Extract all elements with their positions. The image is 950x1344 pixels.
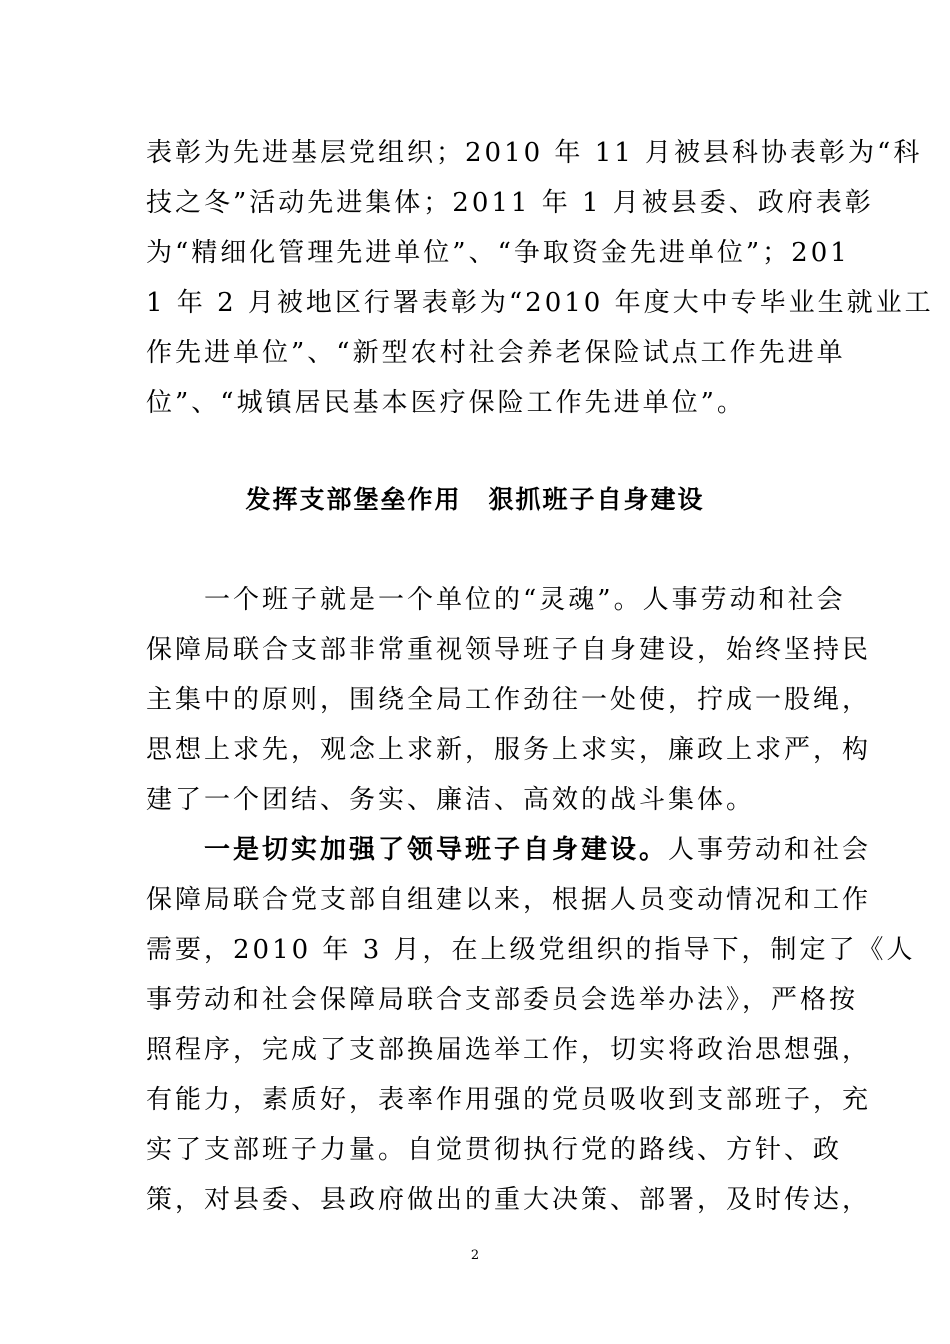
text-line: 作先进单位”、“新型农村社会养老保险试点工作先进单 [146,338,846,368]
text-run: 人事劳动和社会 [668,835,872,865]
text-line: 保障局联合党支部自组建以来，根据人员变动情况和工作 [146,885,872,915]
text-line: 策，对县委、县政府做出的重大决策、部署，及时传达， [146,1185,872,1215]
text-line: 有能力，素质好，表率作用强的党员吸收到支部班子，充 [146,1085,872,1115]
text-line: 事劳动和社会保障局联合支部委员会选举办法》，严格按 [146,985,859,1015]
text-line: 主集中的原则，围绕全局工作劲往一处使，拧成一股绳， [146,685,872,715]
text-line: 照程序，完成了支部换届选举工作，切实将政治思想强， [146,1035,872,1065]
text-line: 为“精细化管理先进单位”、“争取资金先进单位”；201 [146,238,850,268]
text-line: 一个班子就是一个单位的“灵魂”。人事劳动和社会 [146,585,846,615]
text-line: 表彰为先进基层党组织；2010 年 11 月被县科协表彰为“科 [146,138,923,168]
text-line: 实了支部班子力量。自觉贯彻执行党的路线、方针、政 [146,1135,843,1165]
text-line: 建了一个团结、务实、廉洁、高效的战斗集体。 [146,785,756,815]
text-line: 位”、“城镇居民基本医疗保险工作先进单位”。 [146,388,746,418]
page-number: 2 [470,1248,480,1263]
text-line [146,834,872,866]
text-line: 保障局联合支部非常重视领导班子自身建设，始终坚持民 [146,635,872,665]
text-line: 需要，2010 年 3 月，在上级党组织的指导下，制定了《人 [146,935,916,965]
bold-lead: 一是切实加强了领导班子自身建设。 [146,835,669,865]
text-line: 技之冬”活动先进集体；2011 年 1 月被县委、政府表彰 [146,188,874,218]
text-line: 思想上求先，观念上求新，服务上求实，廉政上求严，构 [146,735,872,765]
section-heading: 发挥支部堡垒作用 狠抓班子自身建设 [245,485,705,514]
text-line: 1 年 2 月被地区行署表彰为“2010 年度大中专毕业生就业工 [146,288,934,318]
